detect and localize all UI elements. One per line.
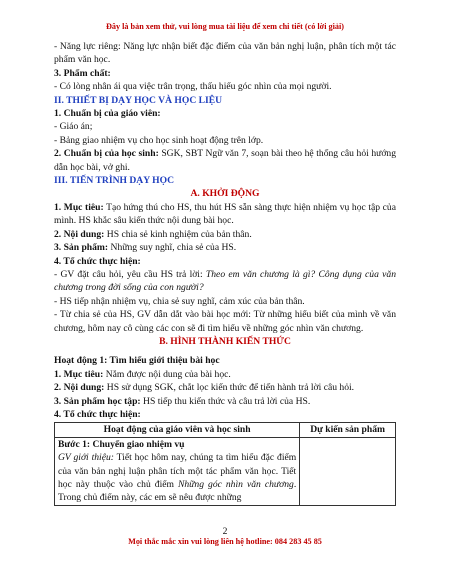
text-hd1-noi-dung: HS sử dụng SGK, chắt lọc kiến thức để tiến hành trả lời câu hỏi.: [104, 382, 355, 394]
paragraph-hs-tiep-nhan: - HS tiếp nhận nhiệm vụ, chia sẻ suy nghĩ, cảm xúc của bản thân.: [54, 295, 305, 307]
paragraph-hd1-san-pham: [54, 395, 396, 408]
label-hd1-noi-dung: 2. Nội dung:: [54, 382, 105, 394]
label-gv-gioi-thieu: GV giới thiệu:: [58, 452, 114, 464]
header-banner: Đây là bản xem thử, vui lòng mua tài liệu để xem chi tiết (có lời giải): [105, 22, 344, 31]
paragraph-muc-tieu: [54, 201, 396, 228]
text-chuan-bi-hs: SGK, SBT Ngữ văn 7, soạn bài theo hệ thống câu hỏi hướng dẫn học bài, vở ghi.: [54, 148, 397, 173]
section-heading-thiet-bi: II. THIẾT BỊ DẠY HỌC VÀ HỌC LIỆU: [54, 94, 223, 106]
paragraph-noi-dung: [54, 228, 396, 241]
text-gv-dat-cau-hoi: - GV đặt câu hỏi, yêu cầu HS trả lời:: [54, 268, 206, 280]
subsection-heading-hinh-thanh: B. HÌNH THÀNH KIẾN THỨC: [159, 335, 291, 347]
heading-pham-chat: 3. Phẩm chất:: [54, 67, 111, 79]
table-cell-activity: [55, 437, 300, 505]
text-gv-gioi-thieu-2: . Trong chủ điểm này, các em sẽ nêu được những: [58, 479, 297, 504]
text-muc-tieu: Tạo hứng thú cho HS, thu hút HS sẵn sàng thực hiện nhiệm vụ học tập của mình. HS khắc sâu kiến thức nội dung bài học.: [54, 201, 396, 227]
label-muc-tieu: 1. Mục tiêu:: [54, 201, 104, 213]
list-item-giao-an: - Giáo án;: [54, 121, 93, 133]
text-cau-hoi-italic: Theo em văn chương là gì? Công dụng của văn chương trong đời sống của con người?: [54, 268, 397, 294]
text-hd1-muc-tieu: Nắm được nội dung của bài học.: [103, 368, 231, 380]
heading-to-chuc: 4. Tổ chức thực hiện:: [54, 255, 141, 267]
table-header-product: Dự kiến sản phẩm: [300, 423, 396, 437]
heading-hoat-dong-1: Hoạt động 1: Tìm hiểu giới thiệu bài học: [54, 355, 220, 367]
label-hd1-san-pham: 3. Sản phẩm học tập:: [54, 395, 141, 407]
table-cell-product: [300, 437, 396, 505]
paragraph-gv-dat-cau-hoi: [54, 268, 396, 295]
section-heading-tien-trinh: III. TIẾN TRÌNH DẠY HỌC: [54, 175, 175, 187]
list-item-bang-giao-nhiem-vu: - Bảng giao nhiệm vụ cho học sinh hoạt động trên lớp.: [54, 134, 264, 146]
step-1-label: Bước 1: Chuyển giao nhiệm vụ: [58, 438, 185, 450]
text-hd1-san-pham: HS tiếp thu kiến thức và câu trả lời của HS.: [140, 395, 311, 407]
label-chuan-bi-hs: 2. Chuẩn bị của học sinh:: [54, 148, 159, 160]
paragraph-long-nhan-ai: - Có lòng nhân ái qua việc trân trọng, thấu hiểu góc nhìn của mọi người.: [54, 81, 332, 93]
paragraph-gv-dan-dat: - Từ chia sẻ của HS, GV dẫn dắt vào bài học mới: Từ những hiểu biết của mình về văn chương, hôm nay cô cùng các con sẽ đi tìm hiểu về những góc nhìn văn chương.: [54, 309, 396, 334]
footer-banner: Mọi thắc mắc xin vui lòng liên hệ hotline: 084 283 45 85: [128, 537, 322, 546]
text-chu-diem-italic: Những góc nhìn văn chương: [177, 479, 294, 490]
paragraph-chuan-bi-hs: [54, 147, 396, 174]
table-header-activity: Hoạt động của giáo viên và học sinh: [55, 423, 300, 437]
heading-hd1-to-chuc: 4. Tổ chức thực hiện:: [54, 408, 141, 420]
label-hd1-muc-tieu: 1. Mục tiêu:: [54, 368, 104, 380]
paragraph-hd1-muc-tieu: [54, 368, 396, 381]
text-noi-dung: HS chia sẻ kinh nghiệm của bản thân.: [104, 228, 252, 240]
text-gv-gioi-thieu-1: Tiết học hôm nay, chúng ta tìm hiểu đặc điểm của văn bản nghị luận phân tích một tác phẩm văn học. Tiết học này thuộc vào chủ điểm: [58, 452, 297, 490]
label-noi-dung: 2. Nội dung:: [54, 228, 105, 240]
subsection-heading-khoi-dong: A. KHỞI ĐỘNG: [190, 188, 260, 200]
paragraph-gv-gioi-thieu: [58, 451, 296, 505]
text-san-pham: Những suy nghĩ, chia sẻ của HS.: [108, 242, 237, 254]
paragraph-san-pham: [54, 241, 396, 254]
paragraph-hd1-noi-dung: [54, 381, 396, 394]
table-header-row: [55, 423, 396, 437]
label-san-pham: 3. Sản phẩm:: [54, 242, 109, 254]
paragraph-nang-luc-rieng: - Năng lực riêng: Năng lực nhận biết đặc điểm của văn bản nghị luận, phân tích một tác phẩm văn học.: [54, 41, 396, 66]
heading-chuan-bi-gv: 1. Chuẩn bị của giáo viên:: [54, 108, 161, 120]
table-row: [55, 437, 396, 505]
document-body: [54, 40, 396, 506]
page-number: 2: [222, 526, 228, 537]
activity-table: [54, 422, 396, 505]
